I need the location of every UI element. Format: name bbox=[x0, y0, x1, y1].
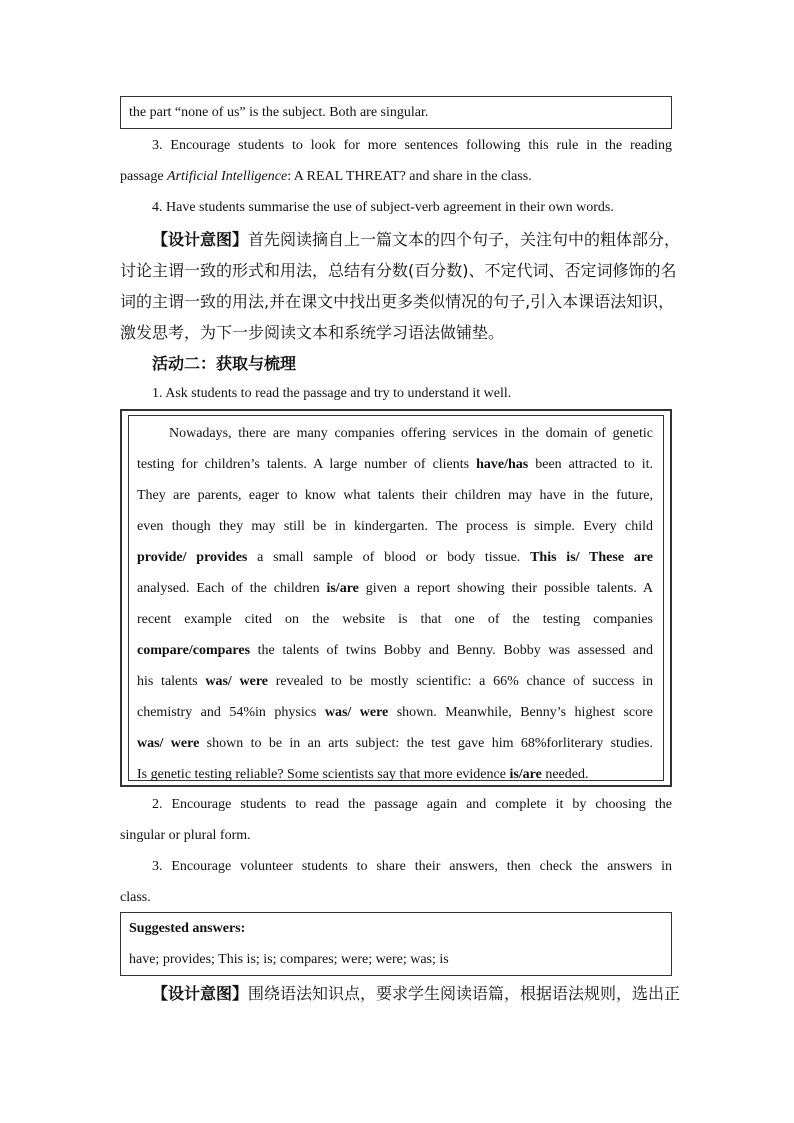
step4-line: 4. Have students summarise the use of subject-verb agreement in their own words. bbox=[152, 200, 614, 215]
design-intent-1-line4: 激发思考，为下一步阅读文本和系统学习语法做铺垫。 bbox=[120, 323, 505, 342]
blank-choice: was/ were bbox=[137, 736, 200, 751]
step3-line2-italic: Artificial Intelligence bbox=[167, 169, 288, 184]
passage-line: Nowadays, there are many companies offering services in the domain of genetic bbox=[169, 426, 653, 441]
design-intent-1-text1: 首先阅读摘自上一篇文本的四个句子，关注句中的粗体部分， bbox=[248, 230, 681, 249]
design-intent-2-text: 围绕语法知识点，要求学生阅读语篇，根据语法规则，选出正 bbox=[248, 984, 681, 1003]
blank-choice: This is/ These are bbox=[530, 550, 653, 565]
blank-choice: is/are bbox=[509, 767, 542, 782]
suggested-answers-box bbox=[120, 912, 672, 976]
step3-line2 bbox=[120, 167, 672, 187]
passage-box bbox=[120, 409, 672, 787]
passage-line: chemistry and 54%in physics was/ were shown. Meanwhile, Benny’s highest score bbox=[137, 705, 653, 720]
passage-line: Is genetic testing reliable? Some scientists say that more evidence is/are needed. bbox=[137, 767, 589, 782]
step3-line1: 3. Encourage students to look for more sentences following this rule in the reading bbox=[152, 138, 672, 153]
activity2-step3-line1: 3. Encourage volunteer students to share their answers, then check the answers in bbox=[152, 859, 672, 874]
activity2-step2-line2: singular or plural form. bbox=[120, 828, 251, 843]
blank-choice: is/are bbox=[326, 581, 359, 596]
step3-line2-post: : A REAL THREAT? and share in the class. bbox=[287, 169, 532, 184]
activity2-step3-line2: class. bbox=[120, 890, 151, 905]
design-intent-1-line3: 词的主谓一致的用法,并在课文中找出更多类似情况的句子,引入本课语法知识， bbox=[120, 292, 675, 311]
passage-line: recent example cited on the website is that one of the testing companies bbox=[137, 612, 653, 627]
blank-choice: provide/ provides bbox=[137, 550, 248, 565]
blank-choice: was/ were bbox=[205, 674, 268, 689]
explanation-box bbox=[120, 96, 672, 129]
passage-line: They are parents, eager to know what talents their children may have in the future, bbox=[137, 488, 653, 503]
blank-choice: compare/compares bbox=[137, 643, 251, 658]
passage-line: provide/ provides a small sample of blood or body tissue. This is/ These are bbox=[137, 550, 653, 565]
passage-line: analysed. Each of the children is/are given a report showing their possible talents. A bbox=[137, 581, 653, 596]
passage-line: testing for children’s talents. A large number of clients have/has been attracted to it. bbox=[137, 457, 653, 472]
design-intent-label: 【设计意图】 bbox=[152, 984, 249, 1003]
passage-line: even though they may still be in kindergarten. The process is simple. Every child bbox=[137, 519, 653, 534]
step3-line2-pre: passage bbox=[120, 169, 168, 184]
passage-line: compare/compares the talents of twins Bobby and Benny. Bobby was assessed and bbox=[137, 643, 653, 658]
passage-line: his talents was/ were revealed to be mostly scientific: a 66% chance of success in bbox=[137, 674, 653, 689]
answers-text: have; provides; This is; is; compares; were; were; was; is bbox=[129, 952, 449, 967]
answers-title: Suggested answers: bbox=[129, 921, 246, 936]
activity2-step1: 1. Ask students to read the passage and try to understand it well. bbox=[152, 386, 512, 401]
blank-choice: was/ were bbox=[324, 705, 389, 720]
activity2-step2-line1: 2. Encourage students to read the passage again and complete it by choosing the bbox=[152, 797, 672, 812]
design-intent-1-line1 bbox=[120, 229, 681, 251]
design-intent-1-line2: 讨论主谓一致的形式和用法，总结有分数(百分数)、不定代词、否定词修饰的名 bbox=[120, 261, 677, 280]
passage-inner-border bbox=[128, 415, 664, 781]
activity2-heading: 活动二：获取与梳理 bbox=[152, 354, 297, 373]
passage-line: was/ were shown to be in an arts subject: the test gave him 68%forliterary studies. bbox=[137, 736, 653, 751]
explanation-text: the part “none of us” is the subject. Both are singular. bbox=[129, 105, 429, 120]
design-intent-label: 【设计意图】 bbox=[152, 230, 249, 249]
blank-choice: have/has bbox=[476, 457, 529, 472]
design-intent-2-line1 bbox=[120, 983, 681, 1005]
